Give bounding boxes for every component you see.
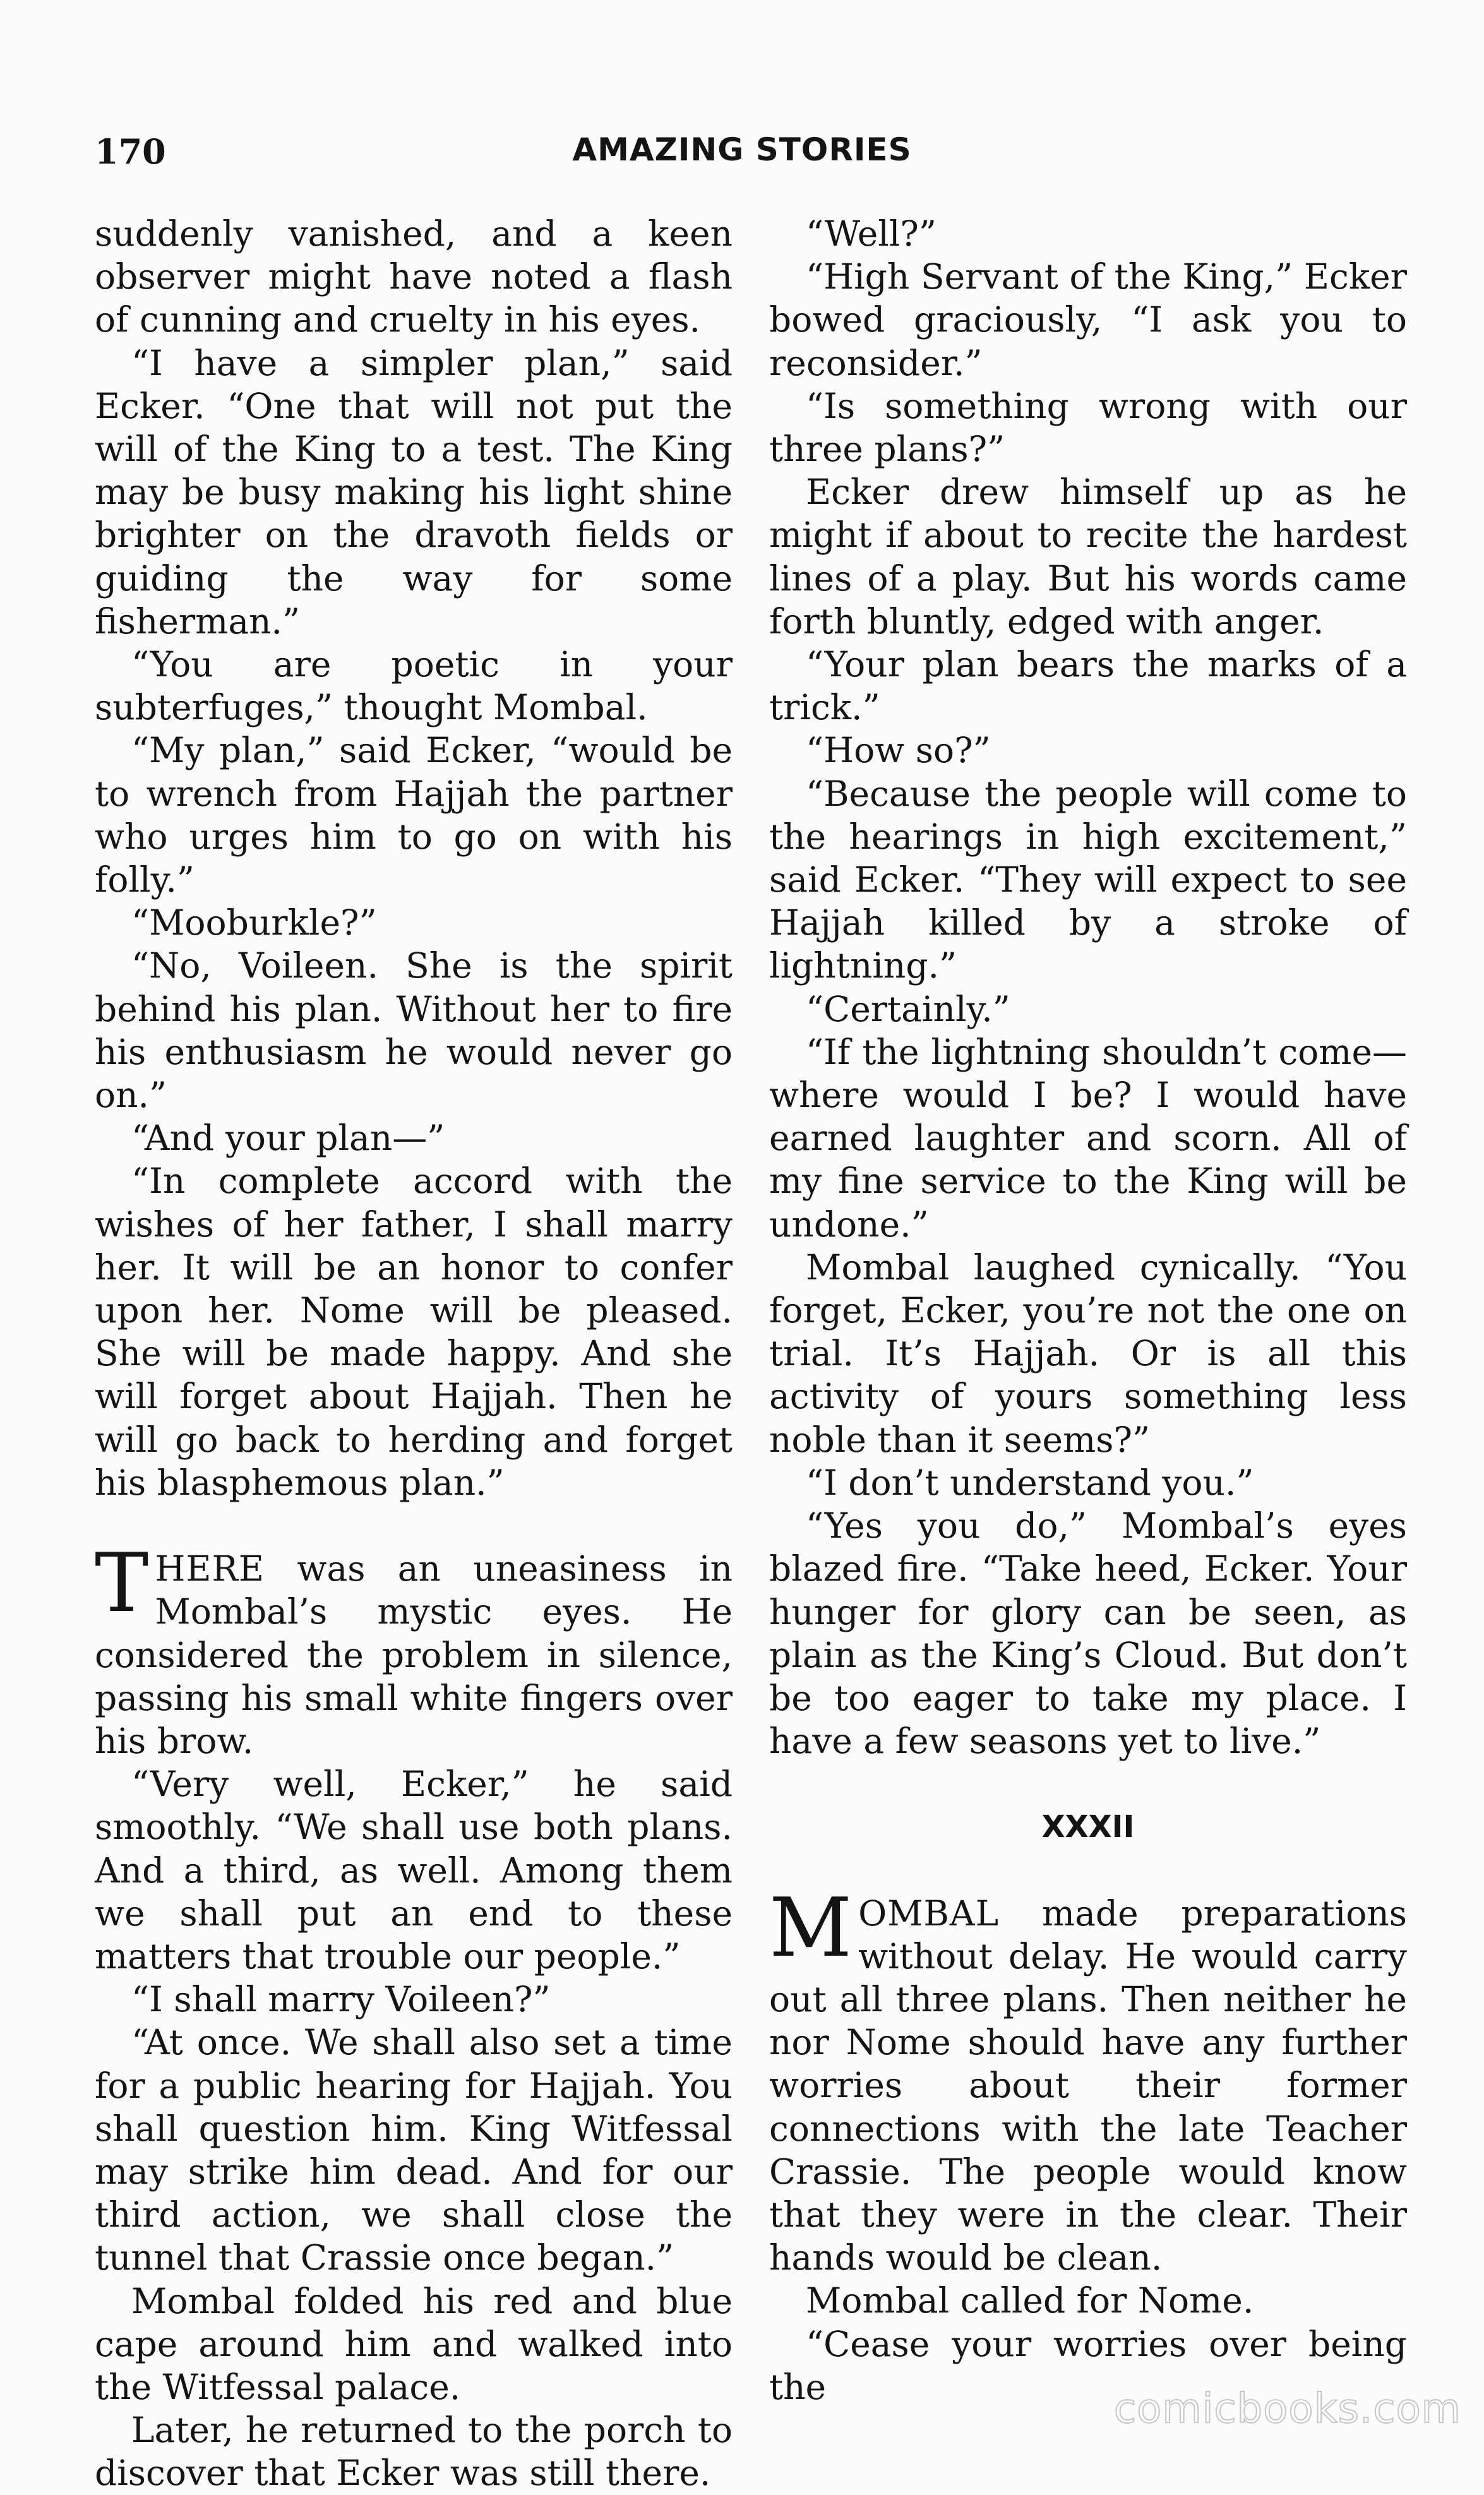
paragraph: Mombal laughed cynically. “You forget, Ecker, you’re not the one on trial. It’s Hajjah. Or is all this activity of yours something less noble than it seems?” bbox=[769, 1247, 1407, 1460]
paragraph: “Mooburkle?” bbox=[131, 902, 377, 943]
paragraph: Ecker drew himself up as he might if about to recite the hardest lines of a play. But his words came forth bluntly, edged with anger. bbox=[769, 472, 1407, 642]
paragraph: “In complete accord with the wishes of her father, I shall marry her. It will be an honor to confer upon her. Nome will be pleased. She will be made happy. And she will forget about Hajjah. Then he will go back to herding and forget his blasphemous plan.” bbox=[95, 1161, 733, 1503]
paragraph: “Cease your worries over being the bbox=[769, 2323, 1407, 2407]
chapter-heading: XXXII bbox=[1041, 1809, 1135, 1845]
running-head: AMAZING STORIES bbox=[572, 131, 912, 168]
drop-cap: T bbox=[95, 1536, 149, 1631]
paragraph: “I shall marry Voileen?” bbox=[131, 1979, 551, 2020]
paragraph: suddenly vanished, and a keen observer might have noted a flash of cunning and cruelty in his eyes. bbox=[95, 213, 733, 340]
paragraph: “At once. We shall also set a time for a public hearing for Hajjah. You shall question him. King Witfessal may strike him dead. And for our third action, we shall close the tunnel that Crassie once began.” bbox=[95, 2022, 733, 2278]
paragraph-text: made preparations without delay. He would carry out all three plans. Then neither he nor Nome should have any further worries about their former connections with the late Teacher Crassie. The people would know that they were in the clear. Their hands would be clean. bbox=[769, 1893, 1407, 2278]
paragraph: Mombal folded his red and blue cape around him and walked into the Witfessal palace. bbox=[95, 2280, 733, 2407]
section-opening-paragraph bbox=[95, 1536, 733, 1762]
right-column bbox=[769, 212, 1407, 2408]
small-caps-word: OMBAL bbox=[858, 1893, 1000, 1934]
paragraph: “Is something wrong with our three plans?” bbox=[769, 385, 1407, 470]
paragraph: “High Servant of the King,” Ecker bowed graciously, “I ask you to reconsider.” bbox=[769, 256, 1407, 383]
paragraph: “Very well, Ecker,” he said smoothly. “We shall use both plans. And a third, as well. Among them we shall put an end to these matters that trouble our people.” bbox=[95, 1764, 733, 1977]
left-column bbox=[95, 212, 733, 2495]
watermark: comicbooks.com bbox=[1113, 2386, 1461, 2432]
paragraph: “Yes you do,” Mombal’s eyes blazed fire. “Take heed, Ecker. Your hunger for glory can be seen, as plain as the King’s Cloud. But don’t be too eager to take my place. I have a few seasons yet to live.” bbox=[769, 1505, 1407, 1762]
section-break bbox=[95, 1504, 733, 1547]
paragraph: “You are poetic in your subterfuges,” thought Mombal. bbox=[95, 644, 733, 728]
paragraph: “I don’t understand you.” bbox=[806, 1462, 1254, 1503]
paragraph: “Because the people will come to the hearings in high excitement,” said Ecker. “They will expect to see Hajjah killed by a stroke of lightning.” bbox=[769, 773, 1407, 986]
paragraph: “Your plan bears the marks of a trick.” bbox=[769, 644, 1407, 728]
paragraph: “And your plan—” bbox=[131, 1118, 445, 1159]
small-caps-word: HERE bbox=[155, 1548, 265, 1589]
drop-cap: M bbox=[769, 1881, 853, 1975]
page-number: 170 bbox=[95, 131, 166, 172]
paragraph: Mombal called for Nome. bbox=[806, 2280, 1254, 2321]
chapter-opening-paragraph bbox=[769, 1881, 1407, 2280]
paragraph: “Certainly.” bbox=[806, 988, 1010, 1029]
paragraph: “How so?” bbox=[806, 730, 991, 771]
paragraph-text: was an uneasiness in Mombal’s mystic eyes. He considered the problem in silence, passing his small white fingers over his brow. bbox=[95, 1548, 733, 1761]
paragraph: “I have a simpler plan,” said Ecker. “One that will not put the will of the King to a test. The King may be busy making his light shine brighter on the dravoth fields or guiding the way for some fisherman.” bbox=[95, 342, 733, 642]
paragraph: “No, Voileen. She is the spirit behind his plan. Without her to fire his enthusiasm he would never go on.” bbox=[95, 945, 733, 1116]
paragraph: “If the lightning shouldn’t come—where would I be? I would have earned laughter and scorn. All of my fine service to the King will be undone.” bbox=[769, 1031, 1407, 1245]
paragraph: “My plan,” said Ecker, “would be to wrench from Hajjah the partner who urges him to go on with his folly.” bbox=[95, 730, 733, 900]
paragraph: Later, he returned to the porch to discover that Ecker was still there. bbox=[95, 2410, 733, 2494]
paragraph: “Well?” bbox=[806, 213, 937, 254]
